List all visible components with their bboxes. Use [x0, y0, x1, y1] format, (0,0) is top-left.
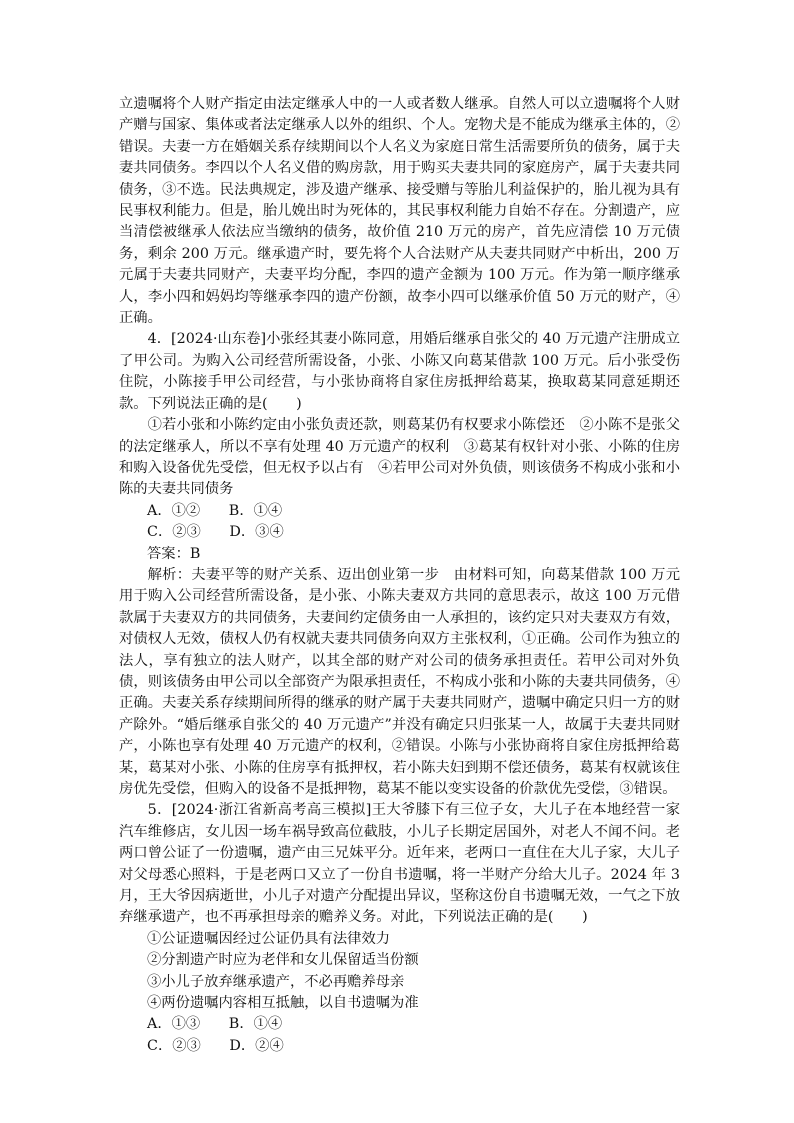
question-5-options-row-2: C．②③ D．②④ [147, 1037, 284, 1054]
question-4-analysis: 解析：夫妻平等的财产关系、迈出创业第一步 由材料可知，向葛某借款 100 万元用于购入公司经营所需设备，是小张、小陈夫妻双方共同的意思表示，故这 100 万元借款属于夫妻双方的共同债务，夫妻间约定债务由一人承担的，该约定只对夫妻双方有效，对债权人无效，债权人仍有权就夫妻共同债务向双方主张权利，①正确。公司作为独立的法人，享有独立的法人财产，以其全部的财产对公司的债务承担责任。若甲公司对外负债，则该债务由甲公司以全部资产为限承担责任，不构成小张和小陈的夫妻共同债务，④正确。夫妻关系存续期间所得的继承的财产属于夫妻共同财产，遗嘱中确定只归一方的财产除外。“婚后继承自张父的 40 万元遗产”并没有确定只归张某一人，故属于夫妻共同财产，小陈也享有处理 40 万元遗产的权利，②错误。小陈与小张协商将自家住房抵押给葛某，葛某对小张、小陈的住房享有抵押权，若小陈夫妇到期不偿还债务，葛某有权就该住房优先受偿，但购入的设备不是抵押物，葛某不能以变实设备的价款优先受偿，③错误。 [119, 566, 680, 797]
question-4-options-row-1: A．①② B．①④ [147, 502, 283, 519]
paragraph-previous-analysis: 立遗嘱将个人财产指定由法定继承人中的一人或者数人继承。自然人可以立遗嘱将个人财产赠与国家、集体或者法定继承人以外的组织、个人。宠物犬是不能成为继承主体的，②错误。夫妻一方在婚姻关系存续期间以个人名义为家庭日常生活需要所负的债务，属于夫妻共同债务。李四以个人名义借的购房款，用于购买夫妻共同的家庭房产，属于夫妻共同债务，③不选。民法典规定，涉及遗产继承、接受赠与等胎儿利益保护的，胎儿视为具有民事权利能力。但是，胎儿娩出时为死体的，其民事权利能力自始不存在。分割遗产，应当清偿被继承人依法应当缴纳的债务，故价值 210 万元的房产，首先应清偿 10 万元债务，剩余 200 万元。继承遗产时，要先将个人合法财产从夫妻共同财产中析出，200 万元属于夫妻共同财产，夫妻平均分配，李四的遗产金额为 100 万元。作为第一顺序继承人，李小四和妈妈均等继承李四的遗产份额，故李小四可以继承价值 50 万元的财产，④正确。 [119, 96, 680, 327]
question-5-statement-3: ③小儿子放弃继承遗产，不必再赡养母亲 [147, 973, 405, 990]
question-5-statement-1: ①公证遗嘱因经过公证仍具有法律效力 [147, 930, 391, 947]
question-5-options-row-1: A．①③ B．①④ [147, 1016, 283, 1033]
question-4-options-row-2: C．②③ D．③④ [147, 524, 284, 541]
question-5-statement-4: ④两份遗嘱内容相互抵触，以自书遗嘱为准 [147, 995, 419, 1012]
question-4-statements: ①若小张和小陈约定由小张负责还款，则葛某仍有权要求小陈偿还 ②小陈不是张父的法定继承人，所以不享有处理 40 万元遗产的权利 ③葛某有权针对小张、小陈的住房和购入设备优先受偿，但无权予以占有 ④若甲公司对外负债，则该债务不构成小张和小陈的夫妻共同债务 [119, 417, 680, 498]
question-4-stem: 4．[2024·山东卷]小张经其妻小陈同意，用婚后继承自张父的 40 万元遗产注册成立了甲公司。为购入公司经营所需设备，小张、小陈又向葛某借款 100 万元。后小张受伤住院，小陈接手甲公司经营，与小张协商将自家住房抵押给葛某，换取葛某同意延期还款。下列说法正确的是( ) [119, 331, 680, 412]
question-4-answer: 答案：B [147, 545, 201, 562]
question-5-stem: 5．[2024·浙江省新高考高三模拟]王大爷膝下有三位子女，大儿子在本地经营一家汽车维修店，女儿因一场车祸导致高位截肢，小儿子长期定居国外，对老人不闻不问。老两口曾公证了一份遗嘱，遗产由三兄妹平分。近年来，老两口一直住在大儿子家，大儿子对父母悉心照料，于是老两口又立了一份自书遗嘱，将一半财产分给大儿子。2024 年 3 月，王大爷因病逝世，小儿子对遗产分配提出异议，坚称这份自书遗嘱无效，一气之下放弃继承遗产，也不再承担母亲的赡养义务。对此，下列说法正确的是( ) [119, 802, 680, 926]
document-page [119, 94, 680, 1057]
question-5-statement-2: ②分割遗产时应为老伴和女儿保留适当份额 [147, 952, 419, 969]
